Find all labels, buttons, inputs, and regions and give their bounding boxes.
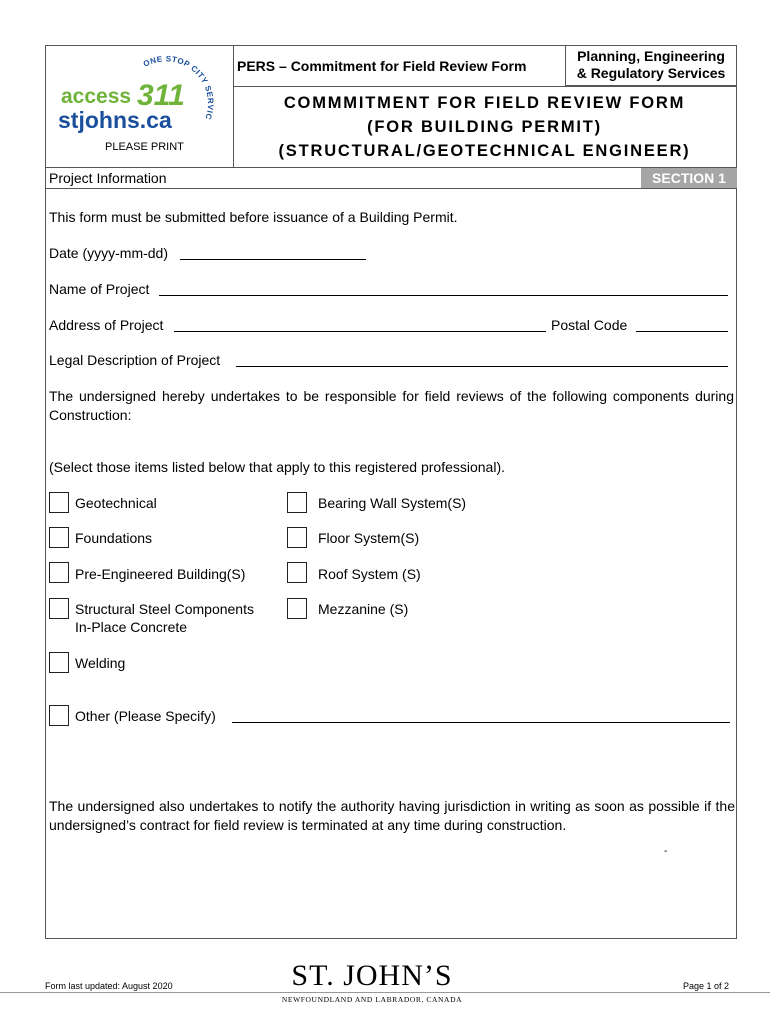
department-line-2: & Regulatory Services (576, 65, 726, 81)
form-name: PERS – Commitment for Field Review Form (233, 45, 566, 87)
page-number: Page 1 of 2 (683, 981, 730, 991)
welding-checkbox[interactable] (49, 652, 69, 673)
pre-engineered-label: Pre-Engineered Building(S) (75, 566, 246, 582)
section-header (45, 168, 737, 189)
form-title (233, 91, 736, 167)
form-updated-note: Form last updated: August 2020 (45, 981, 173, 991)
mezzanine-checkbox[interactable] (287, 598, 307, 619)
logo-access-text: access (61, 85, 132, 108)
pre-engineered-checkbox[interactable] (49, 562, 69, 583)
date-label: Date (yyyy-mm-dd) (49, 245, 169, 261)
logo-arc-text: ONE STOP CITY SERVIC (141, 54, 216, 121)
access-311-logo-graphic (45, 45, 233, 167)
footer-divider (0, 992, 770, 993)
other-specify-field[interactable] (232, 722, 730, 723)
legal-description-label: Legal Description of Project (49, 352, 221, 368)
department-line-1: Planning, Engineering (577, 48, 725, 64)
department-name (566, 45, 736, 87)
bearing-wall-checkbox[interactable] (287, 492, 307, 513)
other-label: Other (Please Specify) (75, 708, 216, 724)
structural-steel-label-1: Structural Steel Components (75, 601, 254, 617)
foundations-checkbox[interactable] (49, 527, 69, 548)
intro-text: This form must be submitted before issuance of a Building Permit. (49, 209, 458, 225)
floor-system-checkbox[interactable] (287, 527, 307, 548)
roof-system-label: Roof System (S) (318, 566, 421, 582)
notify-paragraph: The undersigned also undertakes to notify the authority having jurisdiction in writing as soon as possible if the undersigned’s contract for field review is terminated at any time during construction. (49, 798, 735, 833)
structural-steel-label-2: In-Place Concrete (75, 619, 188, 635)
date-field[interactable] (180, 259, 366, 260)
geotechnical-checkbox[interactable] (49, 492, 69, 513)
geotechnical-label: Geotechnical (75, 495, 157, 511)
select-instruction: (Select those items listed below that apply to this registered professional). (49, 459, 506, 475)
title-line-3: (STRUCTURAL/GEOTECHNICAL ENGINEER) (278, 142, 691, 160)
access-311-logo (45, 45, 234, 167)
st-johns-subtitle: NEWFOUNDLAND AND LABRADOR, CANADA (281, 995, 463, 1004)
address-field[interactable] (174, 331, 546, 332)
project-name-label: Name of Project (49, 281, 150, 297)
stray-mark: - (664, 846, 668, 857)
form-header (45, 45, 737, 168)
structural-steel-checkbox[interactable] (49, 598, 69, 619)
floor-system-label: Floor System(S) (318, 530, 420, 546)
foundations-label: Foundations (75, 530, 153, 546)
logo-site-text: stjohns.ca (58, 107, 172, 133)
project-name-field[interactable] (159, 295, 728, 296)
st-johns-logo: ST. JOHN’S (272, 960, 472, 992)
postal-code-label: Postal Code (551, 317, 628, 333)
section-badge: SECTION 1 (641, 168, 737, 188)
legal-description-field[interactable] (236, 366, 728, 367)
other-checkbox[interactable] (49, 705, 69, 726)
roof-system-checkbox[interactable] (287, 562, 307, 583)
title-line-2: (FOR BUILDING PERMIT) (367, 118, 602, 136)
mezzanine-label: Mezzanine (S) (318, 601, 409, 617)
section-label: Project Information (49, 170, 167, 186)
title-line-1: COMMMITMENT FOR FIELD REVIEW FORM (283, 94, 686, 112)
address-label: Address of Project (49, 317, 164, 333)
bearing-wall-label: Bearing Wall System(S) (318, 495, 467, 511)
welding-label: Welding (75, 655, 126, 671)
postal-code-field[interactable] (636, 331, 728, 332)
undertake-paragraph: The undersigned hereby undertakes to be responsible for field reviews of the following components during Construction: (49, 388, 734, 423)
logo-311-text: 311 (137, 79, 185, 112)
please-print-text: PLEASE PRINT (105, 141, 184, 153)
